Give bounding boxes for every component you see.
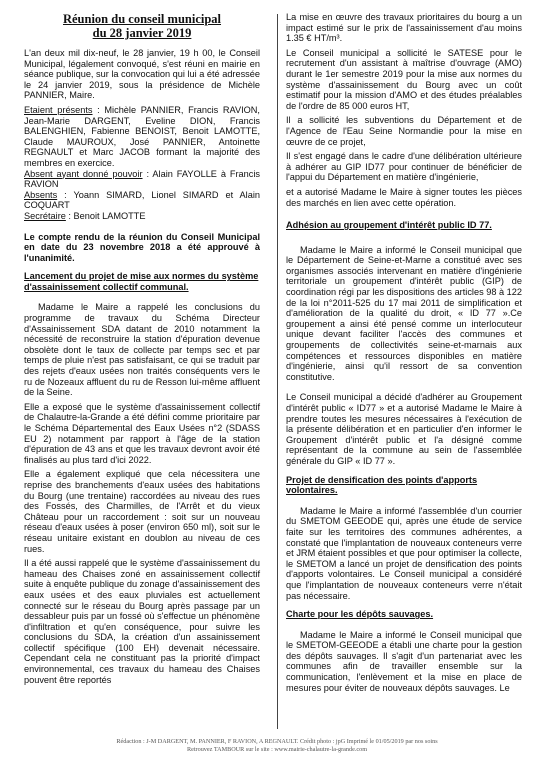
absent-label: Absents (24, 189, 58, 200)
assainissement-paragraph-2: Elle a exposé que le système d'assainissement collectif de Chalautre-la-Grande a été défini comme prioritaire par le Schéma Départemental des Eaux Usées n°2 (SDASS EU 2) notamment par rapport à l'âge de la station d'épuration de 43 ans et que les travaux devront avoir été finalisés au plus tard d'ici 2022. (24, 401, 260, 465)
attendance-absent (24, 190, 260, 211)
footer-website: Retrouvez TAMBOUR sur le site : www.mairie-chalautre-la-grande.com (186, 746, 368, 753)
proxy-text: : Alain FAYOLLE à Francis RAVION (24, 168, 261, 190)
page-date: du 28 janvier 2019 (92, 26, 192, 40)
assainissement-paragraph-4: Il a été aussi rappelé que le système d'assainissement du hameau des Chaises zoné en assainissement collectif suite à enquête publique du zonage d'assainissement des eaux usées et des eaux pluviales est actuellement connecté sur le réseau du Bourg après passage par un dessableur puis par un fossé où s'effectue un phénomène d'infiltration et qu'en conséquence, pour suivre les conclusions du SDA, la création d'un assainissement collectif spécifique (100 EH) devenait nécessaire. Cependant cela ne constituant pas la priorité d'impact environnemental, ces travaux du hameau des Chaises pouvent être reportés (24, 558, 260, 685)
authorisation-paragraph: et a autorisé Madame le Maire à signer toutes les pièces des marchés en lien avec cette opération. (286, 186, 522, 208)
assainissement-paragraph-1: Madame le Maire a rappelé les conclusions du programme de travaux du Schéma Directeur d'Assainissement SDA datant de 2010 notamment la nécessité de reconstruire la station d'épuration devenue obsolète dont le taux de collecte par temps sec et par temps de pluie n'est pas satisfaisant, ce qui se traduit par des rejets d'eaux usées non traités conséquents vers le ru de Nozeaux affluent du ru de Resson lui-même affluent de la Seine. (24, 302, 260, 398)
right-column (286, 12, 522, 697)
column-divider (277, 14, 278, 729)
present-label: Etaient présents (24, 104, 93, 115)
id77-paragraph-2: Le Conseil municipal a décidé d'adhérer au Groupement d'intérêt public « ID77 » et a autorisé Madame le Maire à prendre toutes les mesures nécessaires à l'exécution de la présente délibération et en particulier d'en informer le Groupement d'intérêt public et l'a désigné comme représentant de la commune au sein de l'assemblée générale du GIP « ID 77 ». (286, 392, 522, 466)
absent-text: : Yoann SIMARD, Lionel SIMARD et Alain COQUART (24, 189, 260, 211)
proxy-label: Absent ayant donné pouvoir (24, 168, 143, 179)
subventions-paragraph: Il a sollicité les subventions du Département et de l'Agence de l'Eau Seine Normandie pour la mise en œuvre de ce projet, (286, 115, 522, 147)
section-heading-densification: Projet de densification des points d'apports volontaires. (286, 474, 478, 496)
section-heading-depots: Charte pour les dépôts sauvages. (286, 609, 434, 620)
approval-statement: Le compte rendu de la réunion du Conseil Municipal en date du 23 novembre 2018 a été approuvé à l'unanimité. (24, 231, 260, 263)
assainissement-paragraph-3: Elle a également expliqué que cela nécessitera une reprise des branchements d'eaux usées des habitations du Bourg (une trentaine) raccordées au niveau des rues des Fossés, des Charmilles, de l'Arrêt et du vieux Château pour un raccordement : soit sur un nouveau réseau d'eaux usées à poser (environ 650 ml), soit sur le réseau unitaire existant en doublon au niveau de ces rues. (24, 469, 260, 554)
left-column (24, 12, 260, 689)
depots-paragraph: Madame le Maire a informé le Conseil municipal que le SMETOM-GEEODE a établi une charte pour la gestion des dépôts sauvages. Il s'agit d'un partenariat avec les communes afin de travailler ensemble sur la communication, l'enlèvement et la mise en place de mesures pour éviter de nouveaux dépôts sauvages. Le (286, 629, 522, 693)
attendance-present (24, 105, 260, 169)
secretary-text: : Benoit LAMOTTE (65, 210, 146, 221)
intro-paragraph: L'an deux mil dix-neuf, le 28 janvier, 19 h 00, le Conseil Municipal, légalement convoqué, s'est réuni en mairie en séance publique, sur la convocation qui lui a été adressée le 24 janvier 2019, sous la présidence de Michèle PANNIER, Maire. (24, 48, 260, 101)
present-text: : Michèle PANNIER, Francis RAVION, Jean-Marie DARGENT, Eveline DION, Francis BALENGHIEN, Fabienne BENOIST, Benoit LAMOTTE, Claude MAUROUX, José PANNIER, Antoinette REGNAULT et Marc JACOB formant la majorité des membres en exercice. (24, 104, 260, 168)
attendance-secretary (24, 211, 260, 222)
attendance-proxy (24, 169, 260, 190)
gip-engagement-paragraph: Il s'est engagé dans le cadre d'une délibération ultérieure à adhérer au GIP ID77 pour continuer de bénéficier de l'appui du Département en matière d'ingénierie, (286, 151, 522, 183)
densification-paragraph: Madame le Maire a informé l'assemblée d'un courrier du SMETOM GEEODE qui, après une étude de service faite sur les territoires des communes adhérentes, a constaté que l'implantation de nouveaux conteneurs verre et JRM étaient possibles et que pour optimiser la collecte, le SMETOM a lancé un projet de densification des points d'apports volontaires. Le Conseil municipal a considéré que l'implantation de nouveaux conteneurs verre n'était pas nécessaire. (286, 505, 522, 601)
footer-credits: Rédaction : J-M DARGENT, M. PANNIER, F RAVION, A REGNAULT. Crédit photo : jpG Imprimé le 01/05/2019 par nos soins (116, 738, 438, 745)
section-heading-assainissement: Lancement du projet de mise aux normes du système d'assainissement collectif communal. (24, 271, 259, 292)
section-heading-id77: Adhésion au groupement d'intérêt public ID 77. (286, 220, 492, 231)
satese-paragraph: Le Conseil municipal a sollicité le SATESE pour le recrutement d'un assistant à maîtrise d'ouvrage (AMO) durant le 1er semestre 2019 pour la mise aux normes du système d'assainissement du Bourg avec un coût estimatif pour la mission d'AMO et des études préalables de l'ordre de 85 000 euros HT, (286, 47, 522, 111)
id77-paragraph-1: Madame le Maire a informé le Conseil municipal que le Département de Seine-et-Marne a constitué avec ses organismes associés intervenant en matière d'ingénierie territoriale un groupement d'intérêt public (GIP) de coordination régi par les dispositions des articles 98 à 122 de la loi n°2011-525 du 17 mai 2011 de simplification et d'amélioration de la qualité du droit, « ID 77 ».Ce groupement a ainsi été pensé comme un interlocuteur unique devant faciliter l'accès des communes et groupements de collectivités seine-et-marnais aux compétences et ressources disponibles en matière d'ingénierie, ainsi qu'il ressort de sa convention constitutive. (286, 244, 522, 382)
impact-paragraph: La mise en œuvre des travaux prioritaires du bourg a un impact estimé sur le prix de l'assainissement d'au moins 1.35 € HT/m³. (286, 12, 522, 44)
secretary-label: Secrétaire (24, 210, 66, 221)
page-title: Réunion du conseil municipal (62, 12, 222, 26)
